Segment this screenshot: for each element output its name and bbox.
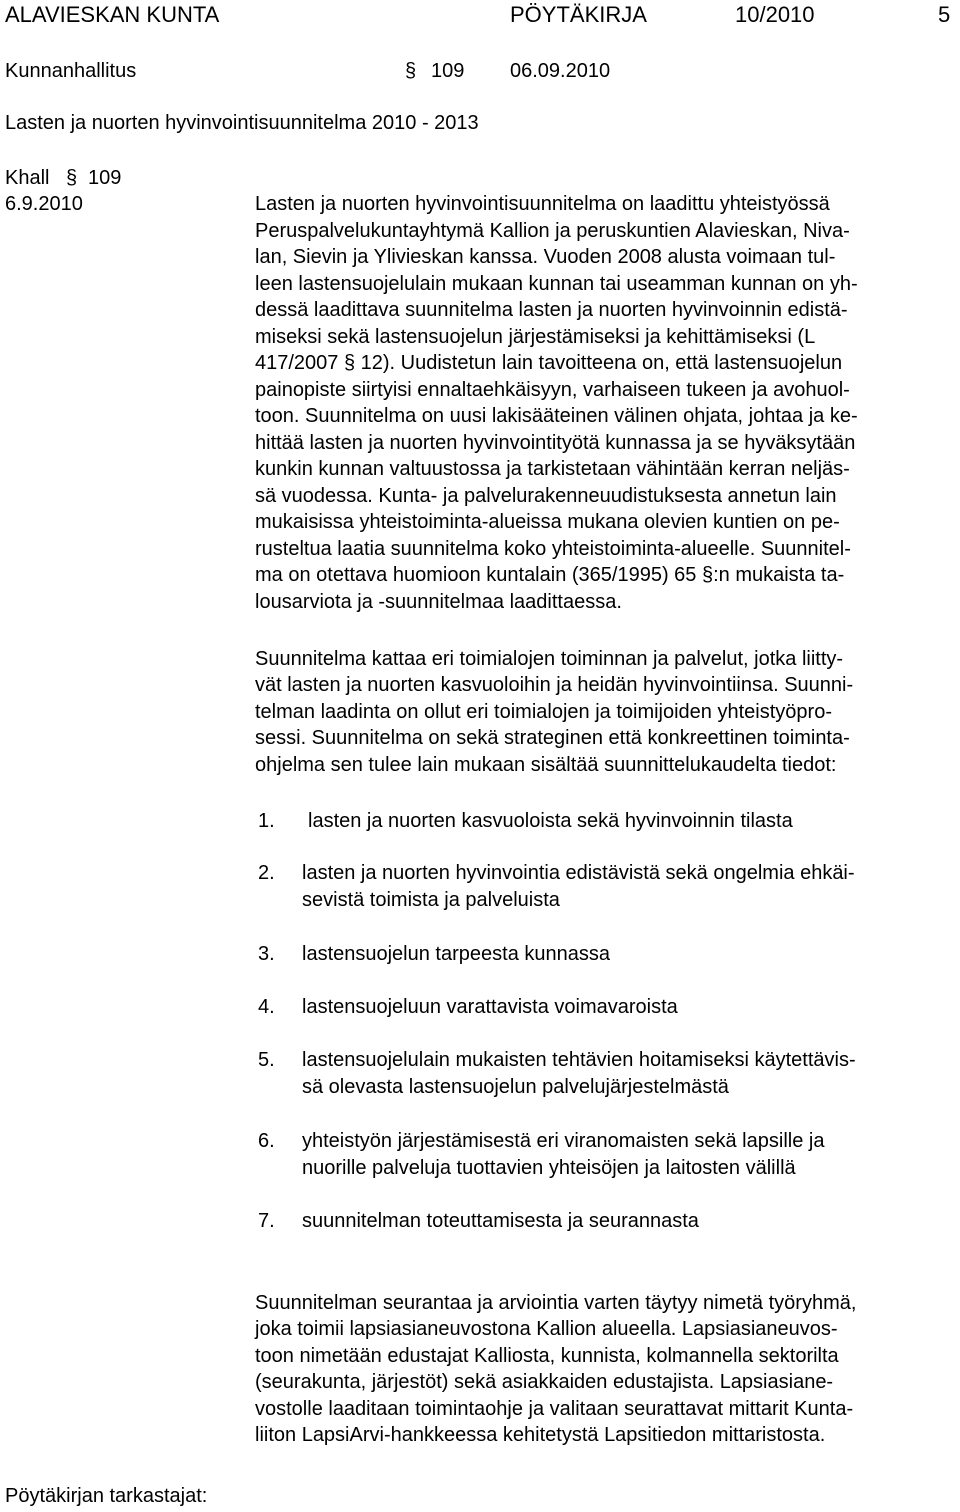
paragraph-line: hittää lasten ja nuorten hyvinvointityötä kunnassa ja se hyväksytään <box>255 432 856 454</box>
paragraph-line: kunkin kunnan valtuustossa ja tarkistetaan vähintään kerran neljäs- <box>255 458 850 480</box>
paragraph-line: toon nimetään edustajat Kalliosta, kunnista, kolmannella sektorilta <box>255 1345 839 1367</box>
section-ref-date: 6.9.2010 <box>5 193 83 215</box>
list-item-text: lastensuojelun tarpeesta kunnassa <box>302 943 610 965</box>
paragraph-line: Lasten ja nuorten hyvinvointisuunnitelma on laadittu yhteistyössä <box>255 193 830 215</box>
paragraph-line: sä vuodessa. Kunta- ja palvelurakenneuudistuksesta annetun lain <box>255 485 837 507</box>
paragraph-line: leen lastensuojelulain mukaan kunnan tai useamman kunnan on yh- <box>255 273 858 295</box>
paragraph-line: lan, Sievin ja Ylivieskan kanssa. Vuoden 2008 alusta voimaan tul- <box>255 246 836 268</box>
paragraph-line: sessi. Suunnitelma on sekä strateginen että konkreettinen toiminta- <box>255 727 850 749</box>
list-item-text: yhteistyön järjestämisestä eri viranomaisten sekä lapsille ja <box>302 1130 825 1152</box>
paragraph-line: (seurakunta, järjestöt) sekä asiakkaiden edustajista. Lapsiasiane- <box>255 1371 834 1393</box>
section-ref-number: 109 <box>88 167 122 189</box>
list-item-number: 6. <box>258 1130 275 1152</box>
paragraph-line: telman laadinta on ollut eri toimialojen ja toimijoiden yhteistyöpro- <box>255 701 832 723</box>
page-number: 5 <box>938 2 951 27</box>
list-item-number: 4. <box>258 996 275 1018</box>
list-item-number: 2. <box>258 862 275 884</box>
paragraph-line: lousarviota ja -suunnitelmaa laadittaessa. <box>255 591 622 613</box>
paragraph-line: vät lasten ja nuorten kasvuoloihin ja heidän hyvinvointiinsa. Suunni- <box>255 674 854 696</box>
section-sign-icon: § <box>405 60 417 82</box>
list-item-text: lasten ja nuorten hyvinvointia edistävistä sekä ongelmia ehkäi- <box>302 862 855 884</box>
list-item-text: lasten ja nuorten kasvuoloista sekä hyvinvoinnin tilasta <box>308 810 793 832</box>
list-item-number: 5. <box>258 1049 275 1071</box>
paragraph-line: miseksi sekä lastensuojelun järjestämiseksi ja kehittämiseksi (L <box>255 326 816 348</box>
paragraph-line: dessä laadittava suunnitelma lasten ja nuorten hyvinvoinnin edistä- <box>255 299 848 321</box>
section-sign-icon: § <box>66 167 78 189</box>
paragraph-line: Suunnitelman seurantaa ja arviointia varten täytyy nimetä työryhmä, <box>255 1292 857 1314</box>
paragraph-line: rusteltua laatia suunnitelma koko yhteistoiminta-alueelle. Suunnitel- <box>255 538 851 560</box>
list-item-text: sevistä toimista ja palveluista <box>302 889 560 911</box>
list-item-number: 3. <box>258 943 275 965</box>
list-item-text: sä olevasta lastensuojelun palvelujärjestelmästä <box>302 1076 729 1098</box>
paragraph-line: ohjelma sen tulee lain mukaan sisältää suunnittelukaudelta tiedot: <box>255 754 837 776</box>
paragraph-line: toon. Suunnitelma on uusi lakisääteinen välinen ohjata, johtaa ja ke- <box>255 405 858 427</box>
meeting-section-number: 109 <box>431 60 465 82</box>
paragraph-line: liiton LapsiArvi-hankkeessa kehitetystä Lapsitiedon mittaristosta. <box>255 1424 826 1446</box>
paragraph-line: Suunnitelma kattaa eri toimialojen toiminnan ja palvelut, jotka liitty- <box>255 648 844 670</box>
document-number: 10/2010 <box>735 2 815 27</box>
list-item-text: suunnitelman toteuttamisesta ja seurannasta <box>302 1210 699 1232</box>
paragraph-line: ma on otettava huomioon kuntalain (365/1995) 65 §:n mukaista ta- <box>255 564 845 586</box>
meeting-date: 06.09.2010 <box>510 60 611 82</box>
meeting-body: Kunnanhallitus <box>5 60 137 82</box>
list-item-text: lastensuojeluun varattavista voimavaroista <box>302 996 678 1018</box>
paragraph-line: mukaisissa yhteistoiminta-alueissa mukana olevien kuntien on pe- <box>255 511 840 533</box>
municipality-name: ALAVIESKAN KUNTA <box>5 2 220 27</box>
paragraph-line: vostolle laaditaan toimintaohje ja valitaan seurattavat mittarit Kunta- <box>255 1398 854 1420</box>
topic-title: Lasten ja nuorten hyvinvointisuunnitelma 2010 - 2013 <box>5 112 479 134</box>
checkers-label: Pöytäkirjan tarkastajat: <box>5 1485 208 1507</box>
paragraph-line: painopiste siirtyisi ennaltaehkäisyyn, varhaiseen tukeen ja avohuol- <box>255 379 850 401</box>
list-item-text: nuorille palveluja tuottavien yhteisöjen ja laitosten välillä <box>302 1157 796 1179</box>
list-item-number: 7. <box>258 1210 275 1232</box>
paragraph-line: Peruspalvelukuntayhtymä Kallion ja peruskuntien Alavieskan, Niva- <box>255 220 850 242</box>
paragraph-line: joka toimii lapsiasianeuvostona Kallion alueella. Lapsiasianeuvos- <box>255 1318 838 1340</box>
list-item-text: lastensuojelulain mukaisten tehtävien hoitamiseksi käytettävis- <box>302 1049 856 1071</box>
section-ref-label: Khall <box>5 167 50 189</box>
list-item-number: 1. <box>258 810 275 832</box>
document-type: PÖYTÄKIRJA <box>510 2 647 27</box>
paragraph-line: 417/2007 § 12). Uudistetun lain tavoitteena on, että lastensuojelun <box>255 352 843 374</box>
